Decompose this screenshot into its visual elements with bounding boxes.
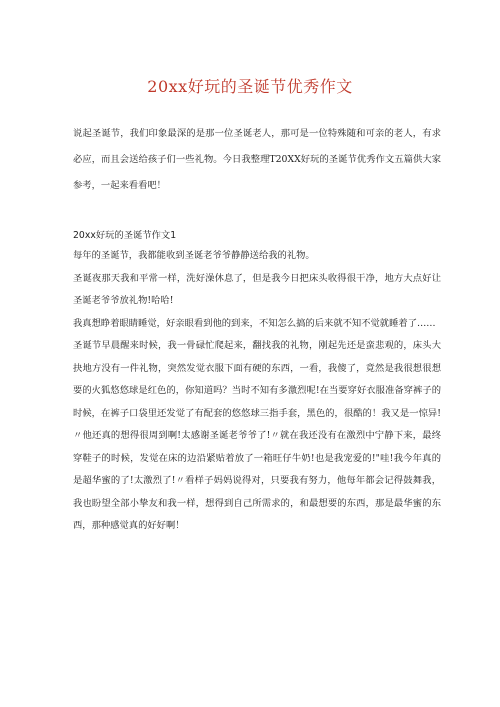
essay-paragraph: 我真想睁着眼睛睡觉，好亲眼看到他的到来，不知怎么搞的后来就不知不觉就睡着了…… (73, 317, 436, 329)
intro-paragraph (73, 121, 441, 199)
essay-paragraph: 圣诞节早晨醒来时候，我一骨碌忙爬起来，翻找我的礼物，刚起先还是蛮悲观的，床头大抉地方没有一件礼物，突然发觉衣服下面有硬的东西，一看，我傻了，竟然是我很想很想要的火狐悠悠球是红色的，你知道吗？当时不知有多激烈呢!在当要穿好衣服准备穿裤子的时候，在裤子口袋里还发觉了有配套的悠悠球三指手套，黑色的，很酷的！我又是一惊异!〃他还真的想得很周到啊!太感谢圣诞老爷爷了!〃就在我还没有在激烈中宁静下来，最终穿鞋子的时候，发觉在床的边沿紧贴着放了一箱旺仔牛奶!也是我宠爱的!"哇!我今年真的是超华蜜的了!太激烈了!〃看样子妈妈说得对，只要我有努力，他每年都会记得鼓舞我，我也盼望全部小挚友和我一样，想得到自己所需求的，和最想要的东西，那是最华蜜的东西，那种感觉真的好好啊！ (73, 340, 441, 531)
section-title: 20xx好玩的圣诞节作文1 (73, 230, 177, 241)
essay-paragraph: 圣诞夜那天我和平常一样，洗好澡休息了，但是我今日把床头收得很干净，地方大点好让圣诞老爷爷放礼物!哈哈! (73, 272, 441, 306)
intro-text: 说起圣诞节，我们印象最深的是那一位圣诞老人，那可是一位特殊随和可亲的老人，有求必应，而且会送给孩子们一些礼物。今日我整理T20XX好玩的圣诞节优秀作文五篇供大家参考，一起来看看吧！ (73, 128, 441, 191)
essay-paragraph: 每年的圣诞节，我都能收到圣诞老爷爷静静送给我的礼物。 (73, 250, 315, 261)
essay-body (73, 245, 441, 538)
document-title: 20xx好玩的圣诞节优秀作文 (147, 77, 353, 96)
